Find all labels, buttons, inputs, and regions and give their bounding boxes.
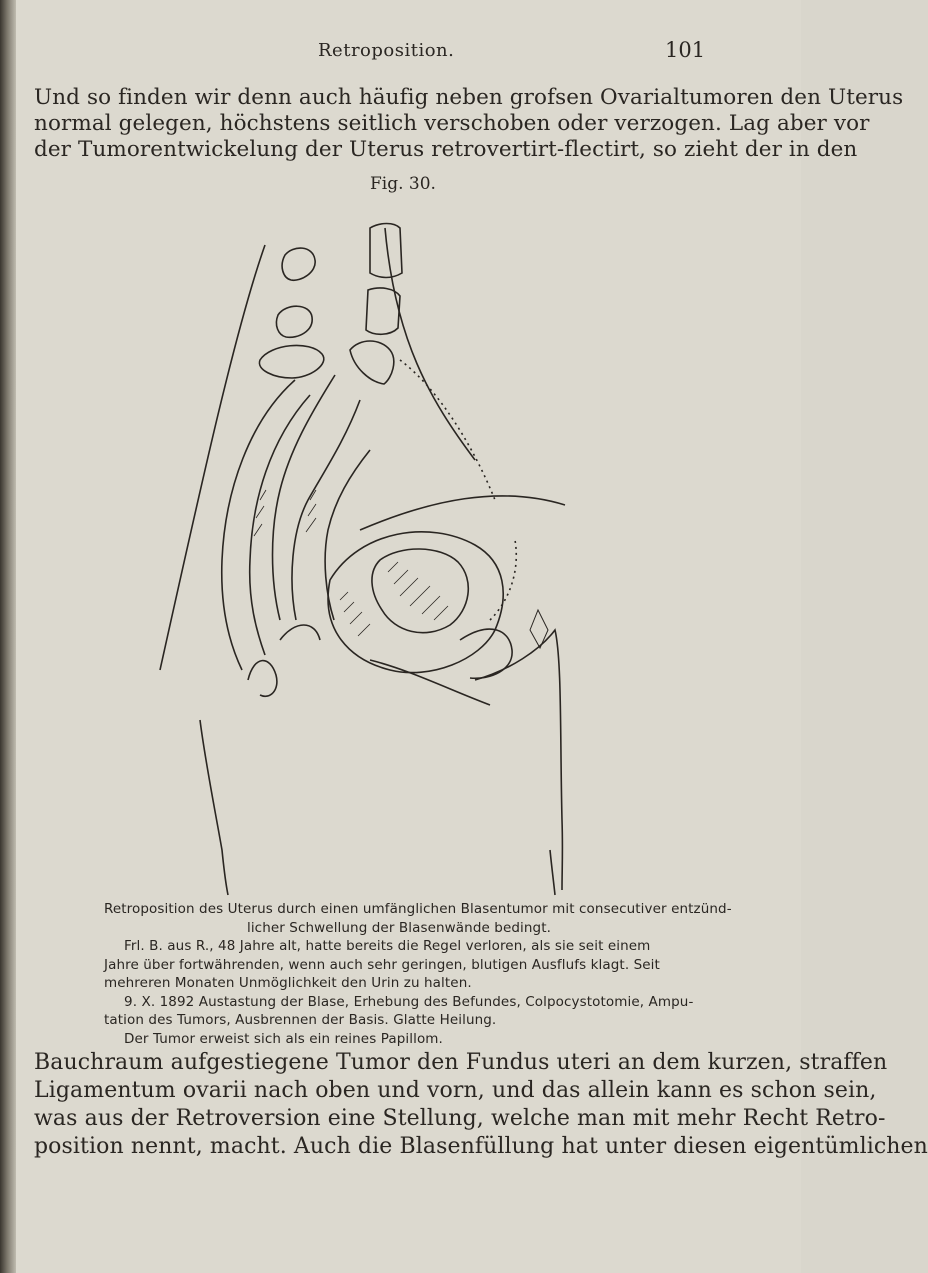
body-text-top xyxy=(34,85,904,163)
vertebra-shape xyxy=(282,248,315,280)
text-line: normal gelegen, höchstens seitlich verschoben oder verzogen. Lag aber vor xyxy=(34,111,870,136)
caption-line: Frl. B. aus R., 48 Jahre alt, hatte bereits die Regel verloren, als sie seit einem xyxy=(124,938,651,954)
bladder-outline xyxy=(328,532,503,673)
caption-line: tation des Tumors, Ausbrennen der Basis. Glatte Heilung. xyxy=(104,1012,497,1028)
vertebra-shape xyxy=(276,306,312,337)
caption-line: Der Tumor erweist sich als ein reines Papillom. xyxy=(124,1030,443,1047)
figure-caption xyxy=(104,900,732,1048)
caption-line: mehreren Monaten Unmöglichkeit den Urin zu halten. xyxy=(104,975,472,991)
caption-line: 9. X. 1892 Austastung der Blase, Erhebung des Befundes, Colpocystotomie, Ampu- xyxy=(124,993,694,1010)
text-line: position nennt, macht. Auch die Blasenfüllung hat unter diesen eigentümlichen xyxy=(34,1134,928,1159)
figure-label: Fig. 30. xyxy=(370,174,436,194)
body-text-bottom xyxy=(34,1049,928,1161)
tumor-outline xyxy=(372,549,468,633)
text-line: Ligamentum ovarii nach oben und vorn, und das allein kann es schon sein, xyxy=(34,1078,877,1103)
text-line: der Tumorentwickelung der Uterus retrovertirt-flectirt, so zieht der in den xyxy=(34,137,858,162)
sacrum-shape xyxy=(350,341,394,384)
running-title: Retroposition. xyxy=(318,40,455,61)
sacrum-shape xyxy=(259,345,323,378)
text-line: Bauchraum aufgestiegene Tumor den Fundus uteri an dem kurzen, straffen xyxy=(34,1050,888,1075)
anatomical-illustration xyxy=(130,200,600,900)
caption-line: Retroposition des Uterus durch einen umfänglichen Blasentumor mit consecutiver entzünd- xyxy=(104,901,732,917)
caption-line: Jahre über fortwährenden, wenn auch sehr geringen, blutigen Ausflufs klagt. Seit xyxy=(104,956,660,973)
text-line: Und so finden wir denn auch häufig neben grofsen Ovarialtumoren den Uterus xyxy=(34,85,904,110)
page-number: 101 xyxy=(665,38,706,62)
book-spine-shadow xyxy=(0,0,16,1273)
caption-line: licher Schwellung der Blasenwände bedingt. xyxy=(246,919,552,936)
text-line: was aus der Retroversion eine Stellung, welche man mit mehr Recht Retro- xyxy=(34,1106,886,1131)
running-head xyxy=(0,38,801,68)
